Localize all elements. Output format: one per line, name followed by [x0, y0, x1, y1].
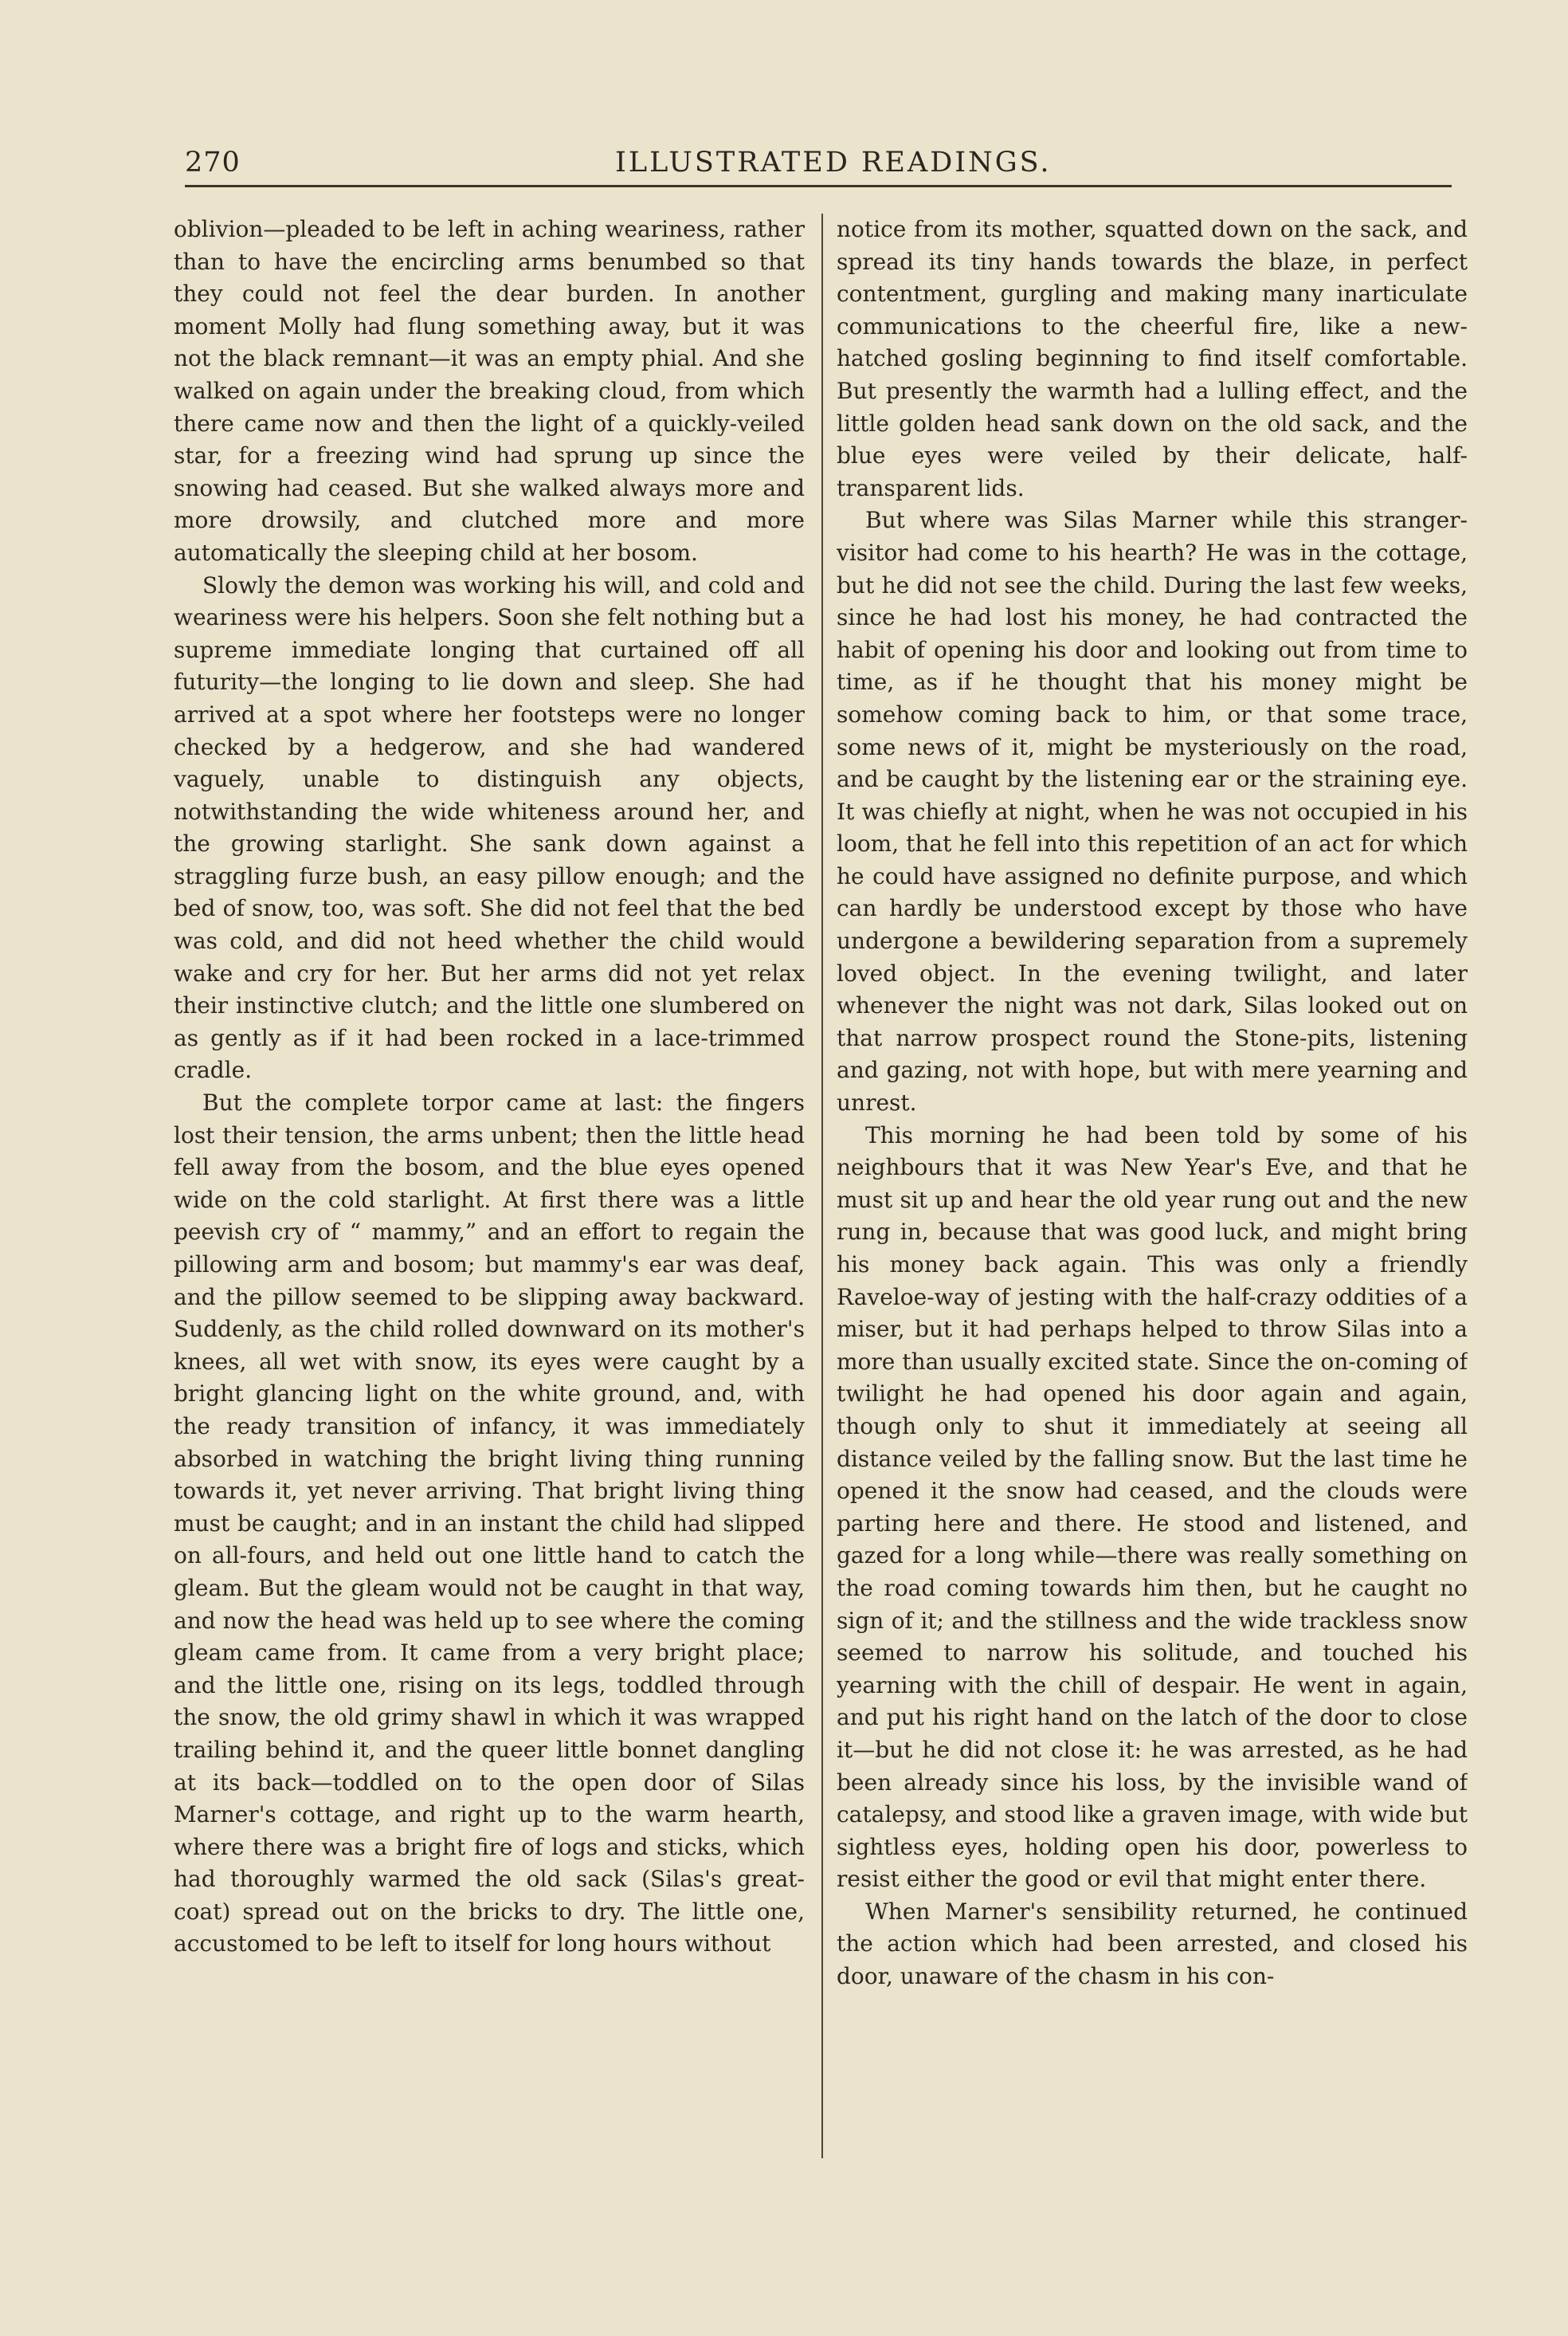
paragraph: Slowly the demon was working his will, and cold and weariness were his helpers. Soon she felt nothing but a supreme immediate longing that curtained off all futurity—the longing to lie down and sleep. She had arrived at a spot where her footsteps were no longer checked by a hedgerow, and she had wandered vaguely, unable to distinguish any objects, notwithstanding the wide whiteness around her, and the growing starlight. She sank down against a straggling furze bush, an easy pillow enough; and the bed of snow, too, was soft. She did not feel that the bed was cold, and did not heed whether the child would wake and cry for her. But her arms did not yet relax their instinctive clutch; and the little one slumbered on as gently as if it had been rocked in a lace-trimmed cradle. — [174, 571, 805, 1084]
paragraph: When Marner's sensibility returned, he continued the action which had been arrested, and closed his door, unaware of the chasm in his con- — [837, 1898, 1468, 1990]
paragraph: notice from its mother, squatted down on the sack, and spread its tiny hands towards the blaze, in perfect contentment, gurgling and making many inarticulate communications to the cheerful fire, like a new-hatched gosling beginning to find itself comfortable. But presently the warmth had a lulling effect, and the little golden head sank down on the old sack, and the blue eyes were veiled by their delicate, half-transparent lids. — [837, 216, 1468, 501]
paragraph: oblivion—pleaded to be left in aching weariness, rather than to have the encircling arms benumbed so that they could not feel the dear burden. In another moment Molly had flung something away, but it was not the black remnant—it was an empty phial. And she walked on again under the breaking cloud, from which there came now and then the light of a quickly-veiled star, for a freezing wind had sprung up since the snowing had ceased. But she walked always more and more drowsily, and clutched more and more automatically the sleeping child at her bosom. — [174, 216, 805, 566]
column-divider — [821, 214, 823, 2158]
text-columns — [174, 214, 1472, 2158]
paragraph: But where was Silas Marner while this stranger-visitor had come to his hearth? He was in the cottage, but he did not see the child. During the last few weeks, since he had lost his money, he had contracted the habit of opening his door and looking out from time to time, as if he thought that his money might be somehow coming back to him, or that some trace, some news of it, might be mysteriously on the road, and be caught by the listening ear or the straining eye. It was chiefly at night, when he was not occupied in his loom, that he fell into this repetition of an act for which he could have assigned no definite purpose, and which can hardly be understood except by those who have undergone a bewildering separation from a supremely loved object. In the evening twilight, and later whenever the night was not dark, Silas looked out on that narrow prospect round the Stone-pits, listening and gazing, not with hope, but with mere yearning and unrest. — [837, 507, 1468, 1117]
page-number: 270 — [185, 147, 241, 179]
right-column — [837, 214, 1468, 2158]
page-header — [185, 147, 1452, 187]
left-column — [174, 214, 805, 2158]
paragraph: This morning he had been told by some of his neighbours that it was New Year's Eve, and that he must sit up and hear the old year rung out and the new rung in, because that was good luck, and might bring his money back again. This was only a friendly Raveloe-way of jesting with the half-crazy oddities of a miser, but it had perhaps helped to throw Silas into a more than usually excited state. Since the on-coming of twilight he had opened his door again and again, though only to shut it immediately at seeing all distance veiled by the falling snow. But the last time he opened it the snow had ceased, and the clouds were parting here and there. He stood and listened, and gazed for a long while—there was really something on the road coming towards him then, but he caught no sign of it; and the stillness and the wide trackless snow seemed to narrow his solitude, and touched his yearning with the chill of despair. He went in again, and put his right hand on the latch of the door to close it—but he did not close it: he was arrested, as he had been already since his loss, by the invisible wand of catalepsy, and stood like a graven image, with wide but sightless eyes, holding open his door, powerless to resist either the good or evil that might enter there. — [837, 1121, 1468, 1893]
running-title: ILLUSTRATED READINGS. — [615, 147, 1052, 179]
paragraph: But the complete torpor came at last: the fingers lost their tension, the arms unbent; then the little head fell away from the bosom, and the blue eyes opened wide on the cold starlight. At first there was a little peevish cry of “ mammy,” and an effort to regain the pillowing arm and bosom; but mammy's ear was deaf, and the pillow seemed to be slipping away backward. Suddenly, as the child rolled downward on its mother's knees, all wet with snow, its eyes were caught by a bright glancing light on the white ground, and, with the ready transition of infancy, it was immediately absorbed in watching the bright living thing running towards it, yet never arriving. That bright living thing must be caught; and in an instant the child had slipped on all-fours, and held out one little hand to catch the gleam. But the gleam would not be caught in that way, and now the head was held up to see where the coming gleam came from. It came from a very bright place; and the little one, rising on its legs, toddled through the snow, the old grimy shawl in which it was wrapped trailing behind it, and the queer little bonnet dangling at its back—toddled on to the open door of Silas Marner's cottage, and right up to the warm hearth, where there was a bright fire of logs and sticks, which had thoroughly warmed the old sack (Silas's great-coat) spread out on the bricks to dry. The little one, accustomed to be left to itself for long hours without — [174, 1089, 805, 1957]
